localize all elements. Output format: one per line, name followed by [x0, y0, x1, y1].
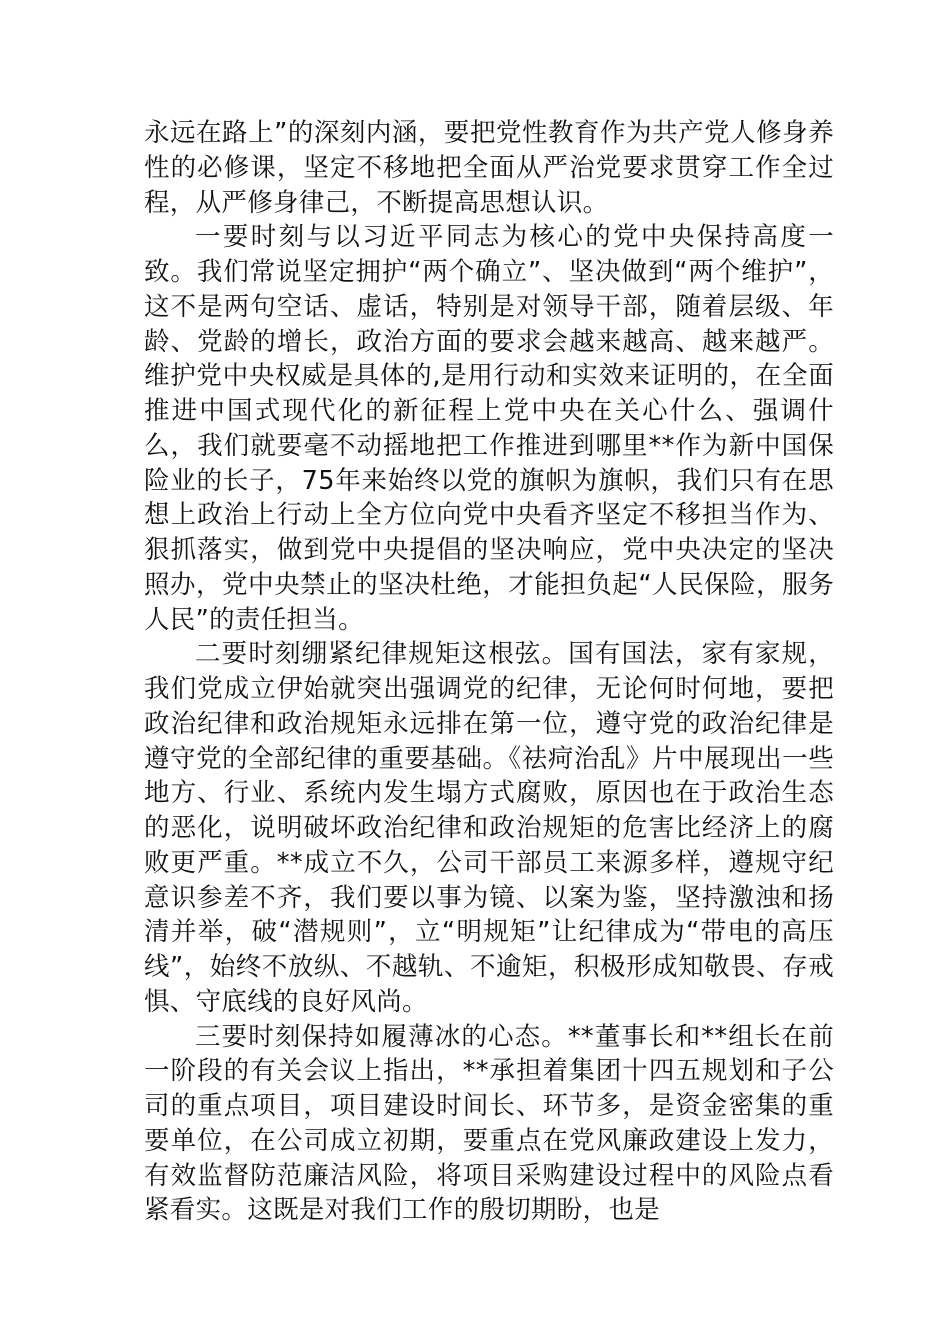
paragraph-continuation: 永远在路上”的深刻内涵，要把党性教育作为共产党人修身养性的必修课，坚定不移地把全面从严治党要求贯穿工作全过程，从严修身律己，不断提高思想认识。 — [144, 118, 834, 218]
document-body — [144, 116, 834, 1228]
paragraph-point-three: 三要时刻保持如履薄冰的心态。**董事长和**组长在前一阶段的有关会议上指出，**承担着集团十四五规划和子公司的重点项目，项目建设时间长、环节多，是资金密集的重要单位，在公司成立初期，要重点在党风廉政建设上发力，有效监督防范廉洁风险，将项目采购建设过程中的风险点看紧看实。这既是对我们工作的殷切期盼，也是 — [144, 1021, 834, 1226]
paragraph-point-one: 一要时刻与以习近平同志为核心的党中央保持高度一致。我们常说坚定拥护“两个确立”、坚决做到“两个维护”，这不是两句空话、虚话，特别是对领导干部，随着层级、年龄、党龄的增长，政治方面的要求会越来越高、越来越严。维护党中央权威是具体的,是用行动和实效来证明的，在全面推进中国式现代化的新征程上党中央在关心什么、强调什么，我们就要毫不动摇地把工作推进到哪里**作为新中国保险业的长子，75年来始终以党的旗帜为旗帜，我们只有在思想上政治上行动上全方位向党中央看齐坚定不移担当作为、狠抓落实，做到党中央提倡的坚决响应，党中央决定的坚决照办，党中央禁止的坚决杜绝，才能担负起“人民保险，服务人民”的责任担当。 — [144, 222, 834, 635]
paragraph-point-two: 二要时刻绷紧纪律规矩这根弦。国有国法，家有家规，我们党成立伊始就突出强调党的纪律，无论何时何地，要把政治纪律和政治规矩永远排在第一位，遵守党的政治纪律是遵守党的全部纪律的重要基础。《祛疴治乱》片中展现出一些地方、行业、系统内发生塌方式腐败，原因也在于政治生态的恶化，说明破坏政治纪律和政治规矩的危害比经济上的腐败更严重。**成立不久，公司干部员工来源多样，遵规守纪意识参差不齐，我们要以事为镜、以案为鉴，坚持激浊和扬清并举，破“潜规则”，立“明规矩”让纪律成为“带电的高压线”，始终不放纵、不越轨、不逾矩，积极形成知敬畏、存戒惧、守底线的良好风尚。 — [144, 639, 834, 1017]
